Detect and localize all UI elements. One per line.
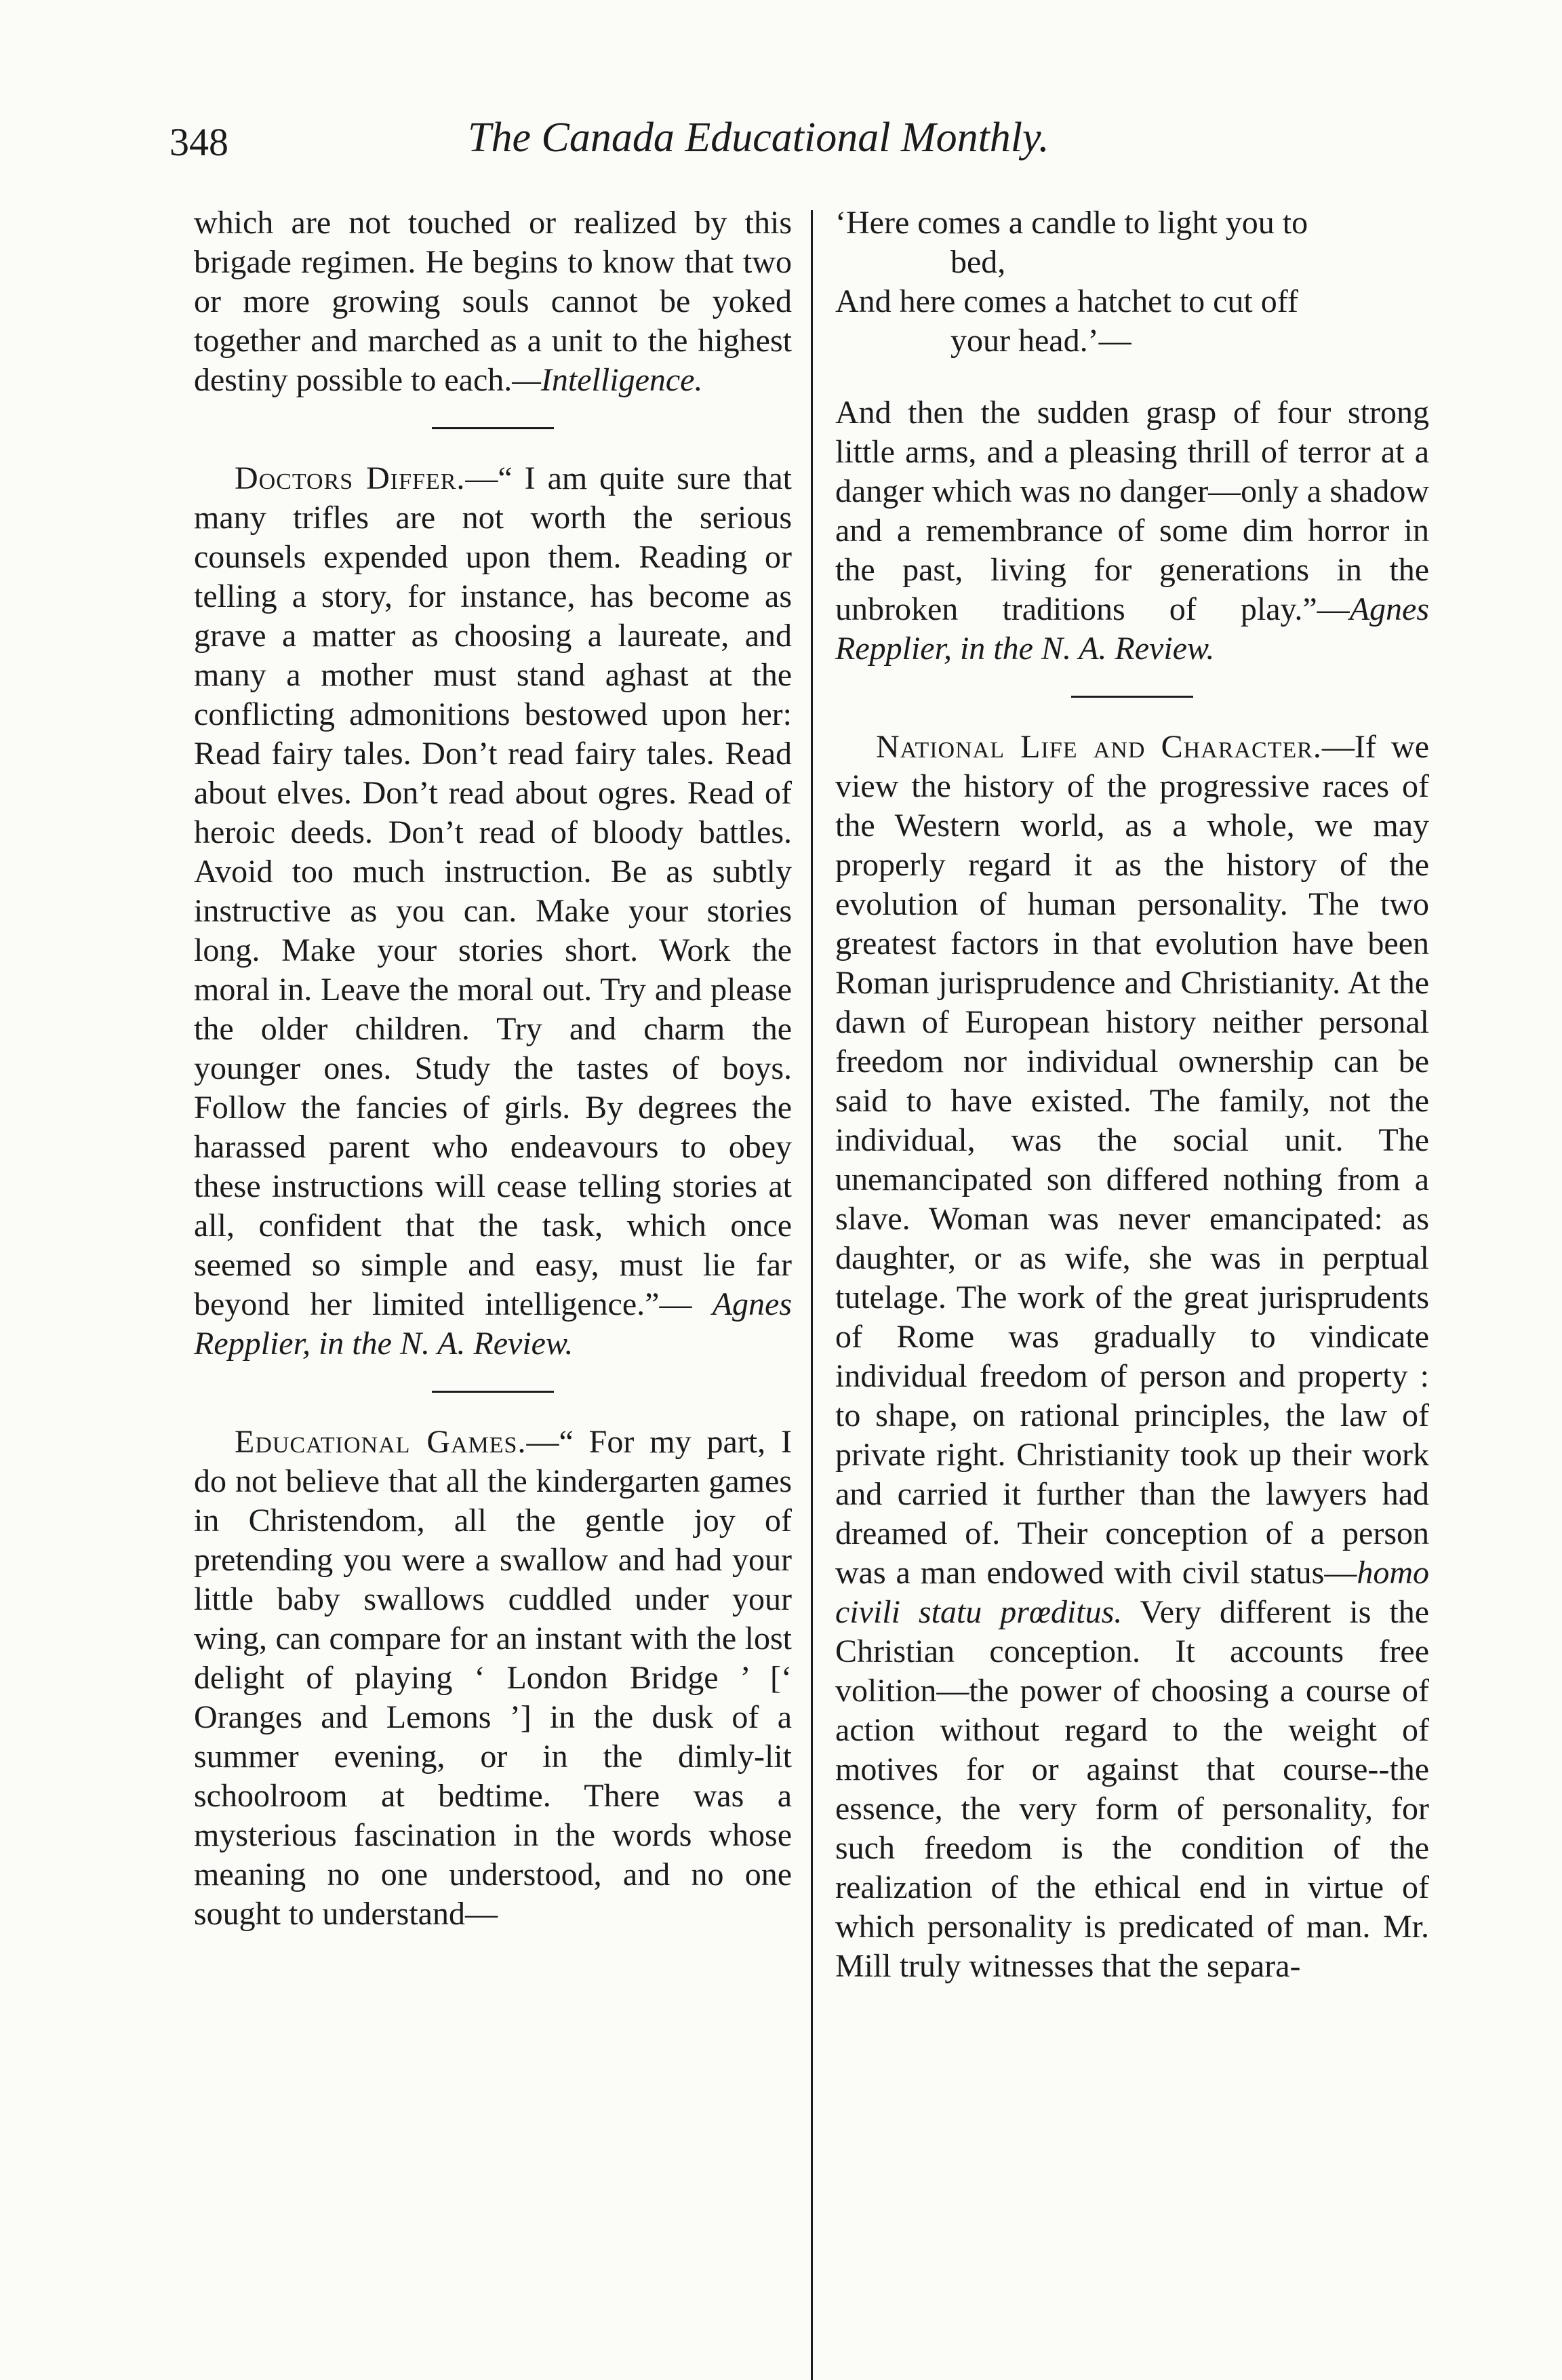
educational-games-article [194, 1423, 792, 1934]
educational-games-body: —“ For my part, I do not believe that all the kindergarten games in Christendom, all the gentle joy of pretending you were a swallow and had your little baby swallows cuddled under your wing, can compare for an instant with the lost delight of playing ‘ London Bridge ’ [‘ Oranges and Lemons ’] in the dusk of a summer evening, or in the dimly-lit schoolroom at bedtime. There was a mysterious fascination in the words whose meaning no one understood, and no one sought to understand— [194, 1424, 792, 1932]
educational-games-continued [835, 393, 1429, 669]
national-life-body-continued: Very different is the Christian conception. It accounts free volition—the power of choosing a course of action without regard to the weight of motives for or against that course--the essence, the very form of personality, for such freedom is the condition of the realization of the ethical end in virtue of which personality is predicated of man. Mr. Mill truly witnesses that the separa- [835, 1594, 1429, 1984]
national-life-article [835, 728, 1429, 1986]
intelligence-source: —Intelligence. [512, 362, 703, 398]
doctors-differ-body: —“ I am quite sure that many trifles are not worth the serious counsels expended upon them. Reading or telling a story, for instance, has become as grave a matter as choosing a laureate, and many a mother must stand aghast at the conflicting admonitions bestowed upon her: Read fairy tales. Don’t read fairy tales. Read about elves. Don’t read about ogres. Read of heroic deeds. Don’t read of bloody battles. Avoid too much instruction. Be as subtly instructive as you can. Make your stories long. Make your stories short. Work the moral in. Leave the moral out. Try and please the older children. Try and charm the younger ones. Study the tastes of boys. Follow the fancies of girls. By degrees the harassed parent who endeavours to obey these instructions will cease telling stories at all, confident that the task, which once seemed so simple and easy, must lie far beyond her limited intelligence.”— [194, 460, 792, 1322]
running-title: The Canada Educational Monthly. [468, 115, 1049, 161]
doctors-differ-heading: Doctors Differ. [235, 460, 466, 496]
doctors-differ-source: Agnes Repplier, in the N. A. Review. [194, 1286, 793, 1362]
doctors-differ-article [194, 459, 792, 1364]
national-life-body: —If we view the history of the progressive races of the Western world, as a whole, we may properly regard it as the history of the evolution of human personality. The two greatest factors in that evolution have been Roman jurisprudence and Christianity. At the dawn of European history neither personal freedom nor individual ownership can be said to have existed. The family, not the individual, was the social unit. The unemancipated son differed nothing from a slave. Woman was never emancipated: as daughter, or as wife, she was in perptual tutelage. The work of the great jurisprudents of Rome was gradually to vindicate individual freedom of person and property : to shape, on rational principles, the law of private right. Christianity took up their work and carried it further than the lawyers had dreamed of. Their conception of a person was a man endowed with civil status— [835, 729, 1429, 1591]
educational-games-source: Agnes Repplier, in the N. A. Review. [835, 591, 1429, 667]
nursery-rhyme [835, 203, 1429, 361]
verse-line: bed, [950, 244, 1006, 280]
educational-games-continued-text: And then the sudden grasp of four strong little arms, and a pleasing thrill of terror at a danger which was no danger—only a shadow and a remembrance of some dim horror in the past, living for generations in the unbroken traditions of play.”— [835, 395, 1429, 627]
left-column [194, 203, 792, 1934]
section-rule [432, 1391, 554, 1393]
intelligence-text: which are not touched or realized by this brigade regimen. He begins to know that two or more growing souls cannot be yoked together and marched as a unit to the highest destiny possible to each. [194, 205, 792, 398]
verse-line: And here comes a hatchet to cut off [835, 283, 1298, 319]
educational-games-heading: Educational Games. [235, 1424, 527, 1460]
verse-line: ‘Here comes a candle to light you to [835, 205, 1308, 241]
national-life-heading: National Life and Character. [876, 729, 1322, 765]
column-divider [811, 210, 813, 2380]
page-header [169, 107, 1424, 182]
section-rule [432, 427, 554, 429]
section-rule [1071, 696, 1193, 698]
right-column [835, 203, 1429, 1986]
intelligence-excerpt [194, 203, 792, 400]
verse-line: your head.’— [950, 323, 1132, 359]
national-life-latin: homo civili statu prœditus. [835, 1555, 1429, 1630]
page-number: 348 [169, 120, 228, 164]
spacer [835, 361, 1429, 393]
